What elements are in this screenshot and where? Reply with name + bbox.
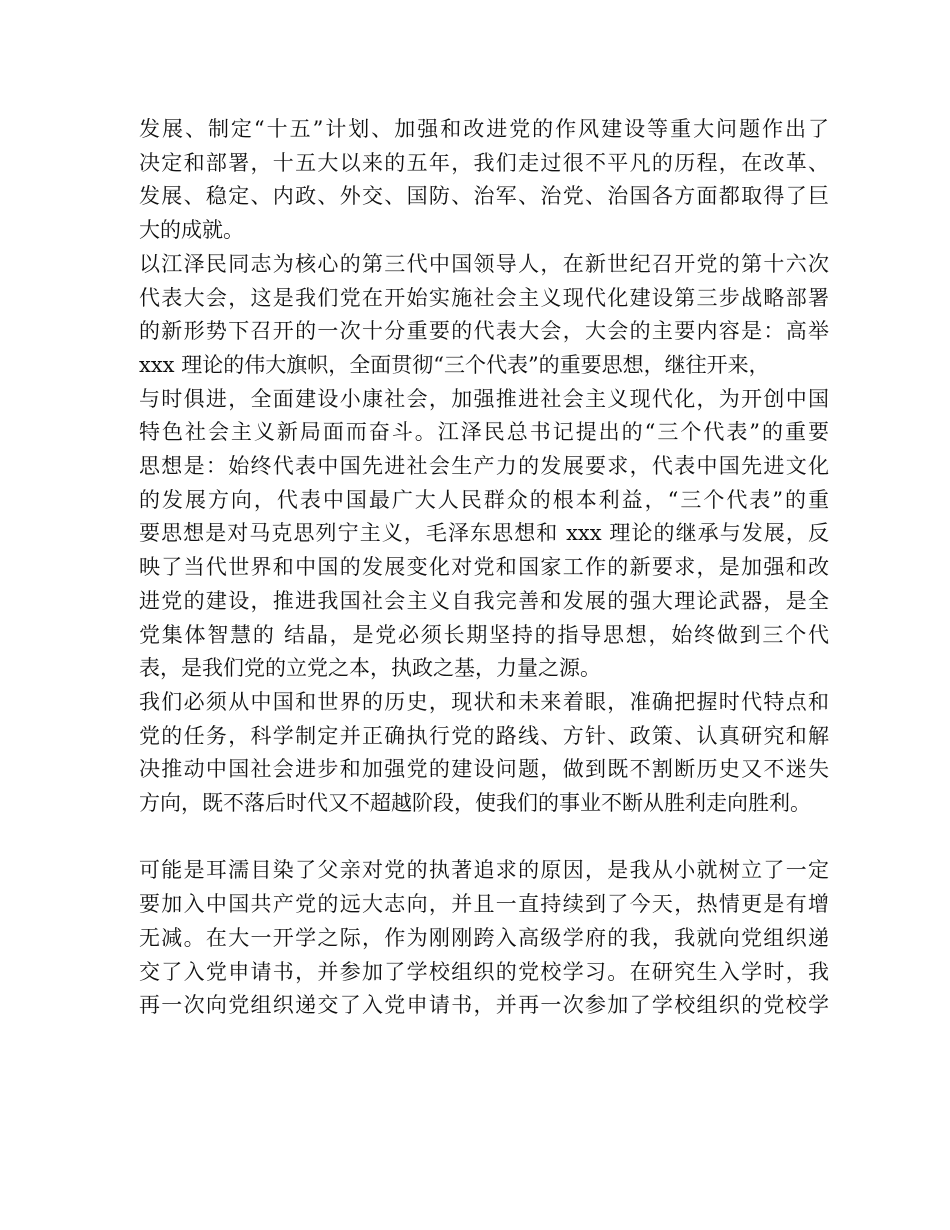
text-line: 无减。在大一开学之际，作为刚刚跨入高级学府的我，我就向党组织递 [139,925,829,950]
text-line: 特色社会主义新局面而奋斗。江泽民总书记提出的“三个代表”的重要 [139,420,829,445]
text-line: 以江泽民同志为核心的第三代中国领导人，在新世纪召开党的第十六次 [139,251,829,276]
text-line: 决推动中国社会进步和加强党的建设问题，做到既不割断历史又不迷失 [139,757,829,782]
text-line: 要加入中国共产党的远大志向，并且一直持续到了今天，热情更是有增 [139,892,829,917]
text-line: 发展、制定“十五”计划、加强和改进党的作风建设等重大问题作出了 [139,117,829,141]
text-line: xxx 理论的伟大旗帜，全面贯彻“三个代表”的重要思想，继往开来， [139,352,770,377]
text-line: 可能是耳濡目染了父亲对党的执著追求的原因，是我从小就树立了一定 [139,858,829,883]
text-line: 表，是我们党的立党之本，执政之基，力量之源。 [139,656,601,681]
text-line: 决定和部署，十五大以来的五年，我们走过很不平凡的历程，在改革、 [139,150,829,175]
text-line: 的发展方向，代表中国最广大人民群众的根本利益，“三个代表”的重 [139,487,829,512]
text-line: 再一次向党组织递交了入党申请书，并再一次参加了学校组织的党校学 [139,993,829,1018]
text-line: 映了当代世界和中国的发展变化对党和国家工作的新要求，是加强和改 [139,555,829,580]
text-line: 我们必须从中国和世界的历史，现状和未来着眼，准确把握时代特点和 [139,689,829,714]
text-line: 大的成就。 [139,218,244,243]
text-line: 方向，既不落后时代又不超越阶段，使我们的事业不断从胜利走向胜利。 [139,791,811,816]
document-body [139,113,829,1023]
blank-line [139,821,829,855]
text-line: 交了入党申请书，并参加了学校组织的党校学习。在研究生入学时，我 [139,959,829,984]
text-line: 发展、稳定、内政、外交、国防、治军、治党、治国各方面都取得了巨 [139,184,829,209]
text-line: 要思想是对马克思列宁主义，毛泽东思想和 xxx 理论的继承与发展，反 [139,521,829,546]
text-line: 思想是：始终代表中国先进社会生产力的发展要求，代表中国先进文化 [139,454,829,479]
text-line: 党集体智慧的 结晶，是党必须长期坚持的指导思想，始终做到三个代 [139,622,829,647]
text-line: 与时俱进，全面建设小康社会，加强推进社会主义现代化，为开创中国 [139,386,829,411]
text-line: 党的任务，科学制定并正确执行党的路线、方针、政策、认真研究和解 [139,723,829,748]
text-line: 的新形势下召开的一次十分重要的代表大会，大会的主要内容是：高举 [139,319,829,344]
text-line: 代表大会，这是我们党在开始实施社会主义现代化建设第三步战略部署 [139,285,829,310]
text-line: 进党的建设，推进我国社会主义自我完善和发展的强大理论武器，是全 [139,588,829,613]
